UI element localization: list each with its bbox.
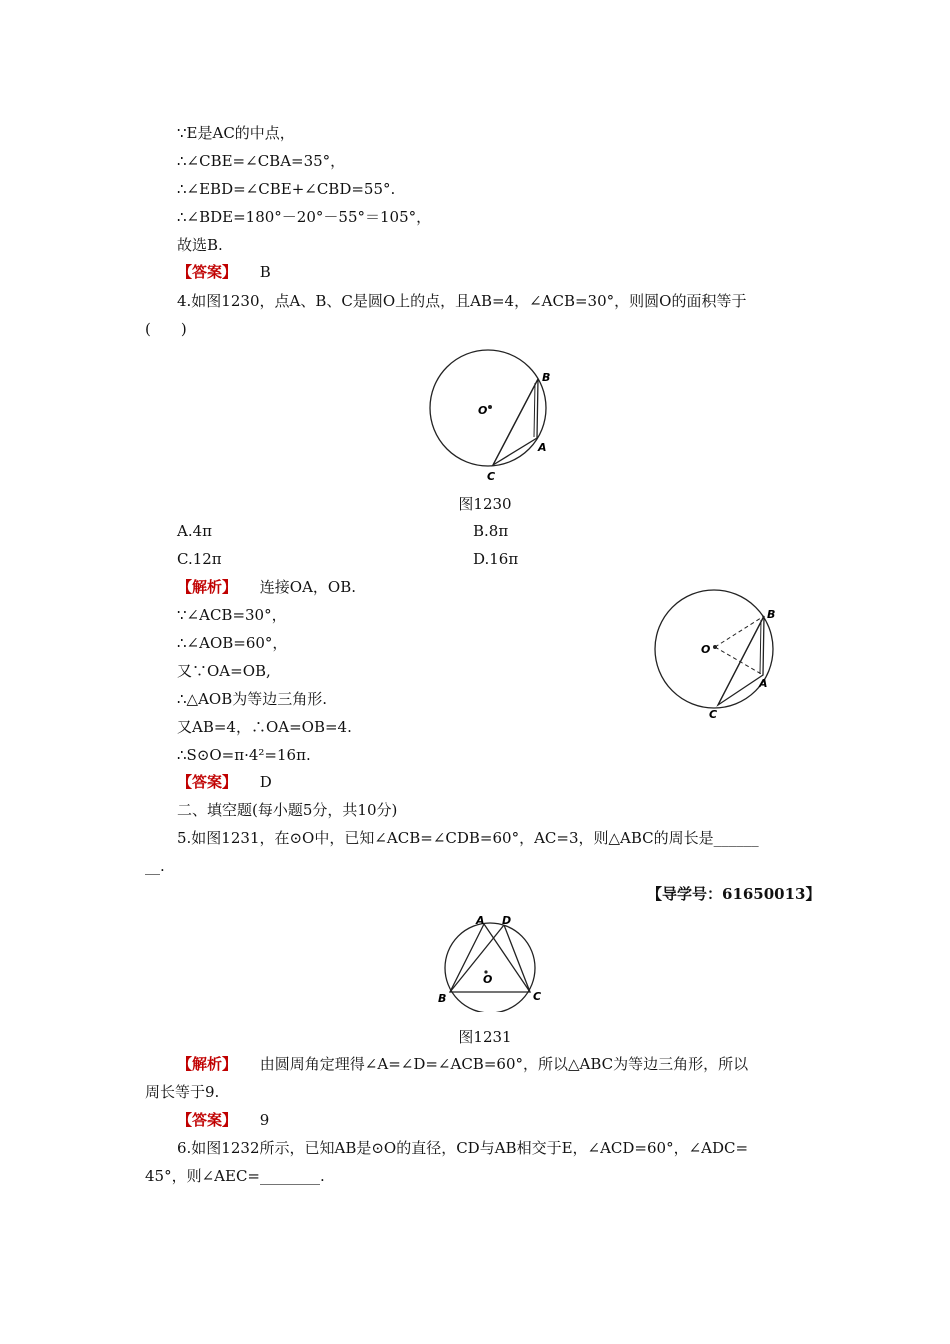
guide-number: 【导学号：61650013】 xyxy=(647,885,821,903)
line-bc xyxy=(493,379,538,465)
line-ebd: ∴∠EBD=∠CBE+∠CBD=55°. xyxy=(177,180,396,198)
circle-o-3 xyxy=(445,923,535,1012)
line-e-midpoint: ∵E是AC的中点， xyxy=(177,124,295,142)
answer-3 xyxy=(177,1110,269,1130)
section-2-heading: 二、填空题(每小题5分，共10分) xyxy=(177,801,398,819)
question-5-cont: __. xyxy=(145,857,165,875)
answer-value-3: 9 xyxy=(259,1111,270,1129)
option-b: B.8π xyxy=(473,522,509,540)
question-4-bracket: ( ) xyxy=(145,320,187,338)
figure-analysis xyxy=(648,583,788,723)
step-6: ∴S⊙O=π·4²=16π. xyxy=(177,746,311,764)
option-c: C.12π xyxy=(177,550,222,568)
option-a: A.4π xyxy=(177,522,213,540)
center-dot xyxy=(488,405,492,409)
label-a-2: A xyxy=(759,677,768,690)
line-cbe: ∴∠CBE=∠CBA=35°， xyxy=(177,152,346,170)
label-d-3: D xyxy=(502,914,512,927)
analysis-1 xyxy=(177,577,356,597)
answer-1 xyxy=(177,262,271,282)
label-c: C xyxy=(487,470,496,483)
analysis-text: 连接OA，OB. xyxy=(259,578,357,596)
answer-2 xyxy=(177,772,272,792)
label-a-3: A xyxy=(476,914,485,927)
caption-1231: 图1231 xyxy=(458,1028,512,1046)
step-5: 又AB=4，∴OA=OB=4. xyxy=(177,718,352,736)
line-ba-inner xyxy=(534,383,535,437)
label-o: O xyxy=(478,404,488,417)
step-1: ∵∠ACB=30°， xyxy=(177,606,287,624)
question-6: 6.如图1232所示，已知AB是⊙O的直径，CD与AB相交于E，∠ACD=60°，∠ADC= xyxy=(177,1139,749,1157)
answer-value-2: D xyxy=(259,773,272,791)
label-a: A xyxy=(538,441,547,454)
figure-1231 xyxy=(435,912,545,1012)
answer-tag: 【答案】 xyxy=(177,263,238,281)
option-d: D.16π xyxy=(473,550,519,568)
line-db xyxy=(450,925,504,992)
line-choose-b: 故选B. xyxy=(177,236,223,254)
line-bde: ∴∠BDE=180°－20°－55°＝105°， xyxy=(177,208,432,226)
dashed-oa xyxy=(715,647,763,675)
circle-o-2 xyxy=(655,590,776,708)
question-4: 4.如图1230，点A、B、C是圆O上的点，且AB=4，∠ACB=30°，则圆O的面积等于 xyxy=(177,292,747,310)
analysis-text-2: 由圆周角定理得∠A=∠D=∠ACB=60°，所以△ABC为等边三角形，所以 xyxy=(259,1055,749,1073)
answer-tag-2: 【答案】 xyxy=(177,773,238,791)
question-5: 5.如图1231，在⊙O中，已知∠ACB=∠CDB=60°，AC=3，则△ABC的周长是______ xyxy=(177,829,759,847)
label-o-3: O xyxy=(483,973,493,986)
figure-1230 xyxy=(425,345,565,485)
label-c-3: C xyxy=(533,990,542,1003)
step-4: ∴△AOB为等边三角形. xyxy=(177,690,328,708)
label-b-3: B xyxy=(438,992,447,1005)
step-3: 又∵OA=OB, xyxy=(177,662,271,680)
label-b-2: B xyxy=(767,608,776,621)
analysis-tag-2: 【解析】 xyxy=(177,1055,238,1073)
analysis-2 xyxy=(177,1054,748,1074)
circle-o xyxy=(430,350,546,466)
question-6-cont: 45°，则∠AEC=________. xyxy=(145,1167,325,1185)
caption-1230: 图1230 xyxy=(458,495,512,513)
label-c-2: C xyxy=(709,708,718,721)
line-ba-inner-2 xyxy=(760,620,761,674)
analysis-2-cont: 周长等于9. xyxy=(145,1083,220,1101)
analysis-tag: 【解析】 xyxy=(177,578,238,596)
label-b: B xyxy=(542,371,551,384)
step-2: ∴∠AOB=60°， xyxy=(177,634,288,652)
answer-tag-3: 【答案】 xyxy=(177,1111,238,1129)
line-bc-2 xyxy=(718,616,764,705)
answer-value: B xyxy=(259,263,271,281)
label-o-2: O xyxy=(701,643,711,656)
